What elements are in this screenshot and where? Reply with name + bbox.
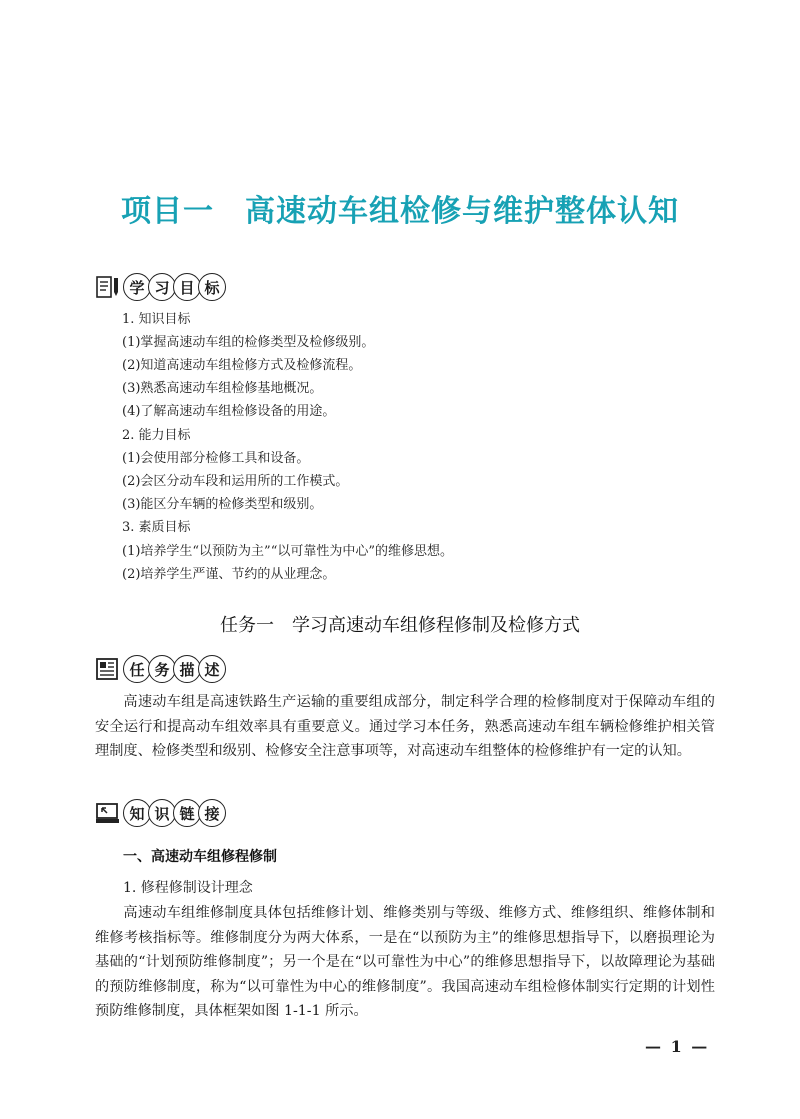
- document-icon: [95, 656, 121, 682]
- task-description-text: 高速动车组是高速铁路生产运输的重要组成部分，制定科学合理的检修制度对于保障动车组的安全运行和提高动车组效率具有重要意义。通过学习本任务，熟悉高速动车组车辆检修维护相关管理制度、检修类型和级别、检修安全注意事项等，对高速动车组整体的检修维护有一定的认知。: [95, 694, 715, 759]
- header-char: 务: [148, 655, 176, 683]
- header-char: 接: [198, 799, 226, 827]
- page-number: — 1 —: [645, 1037, 710, 1056]
- header-char: 任: [123, 655, 151, 683]
- goal-line: (4)了解高速动车组检修设备的用途。: [122, 404, 336, 419]
- goal-line: 2. 能力目标: [122, 428, 191, 443]
- header-char: 标: [198, 273, 226, 301]
- goal-line: (2)会区分动车段和运用所的工作模式。: [122, 474, 349, 489]
- goal-line: (3)能区分车辆的检修类型和级别。: [122, 497, 323, 512]
- section-heading: 一、高速动车组修程修制: [123, 849, 277, 865]
- computer-icon: [95, 800, 121, 826]
- notebook-pen-icon: [95, 274, 121, 300]
- goal-line: 3. 素质目标: [122, 520, 191, 535]
- header-char: 识: [148, 799, 176, 827]
- header-char: 目: [173, 273, 201, 301]
- header-char: 学: [123, 273, 151, 301]
- header-char: 描: [173, 655, 201, 683]
- task-description-header: [95, 652, 226, 686]
- goal-line: (1)掌握高速动车组的检修类型及检修级别。: [122, 335, 375, 350]
- header-char: 述: [198, 655, 226, 683]
- knowledge-link-header: [95, 796, 226, 830]
- project-title: 项目一 高速动车组检修与维护整体认知: [121, 194, 679, 229]
- task-title: 任务一 学习高速动车组修程修制及检修方式: [220, 615, 580, 636]
- learning-goals-header: [95, 270, 226, 304]
- goal-line: (2)知道高速动车组检修方式及检修流程。: [122, 358, 362, 373]
- goal-line: (1)会使用部分检修工具和设备。: [122, 451, 310, 466]
- header-char: 习: [148, 273, 176, 301]
- goal-line: (2)培养学生严谨、节约的从业理念。: [122, 567, 336, 582]
- header-char: 知: [123, 799, 151, 827]
- header-char: 链: [173, 799, 201, 827]
- knowledge-link-text: 高速动车组维修制度具体包括维修计划、维修类别与等级、维修方式、维修组织、维修体制和维修考核指标等。维修制度分为两大体系，一是在“以预防为主”的维修思想指导下，以磨损理论为基础的“计划预防维修制度”；另一个是在“以可靠性为中心”的维修思想指导下，以故障理论为基础的预防维修制度，称为“以可靠性为中心的维修制度”。我国高速动车组检修体制实行定期的计划性预防维修制度，具体框架如图 1-1-1 所示。: [95, 905, 715, 1019]
- goal-line: 1. 知识目标: [122, 312, 191, 327]
- goal-line: (1)培养学生“以预防为主”“以可靠性为中心”的维修思想。: [122, 544, 453, 559]
- goal-line: (3)熟悉高速动车组检修基地概况。: [122, 381, 323, 396]
- sub-heading: 1. 修程修制设计理念: [123, 880, 253, 896]
